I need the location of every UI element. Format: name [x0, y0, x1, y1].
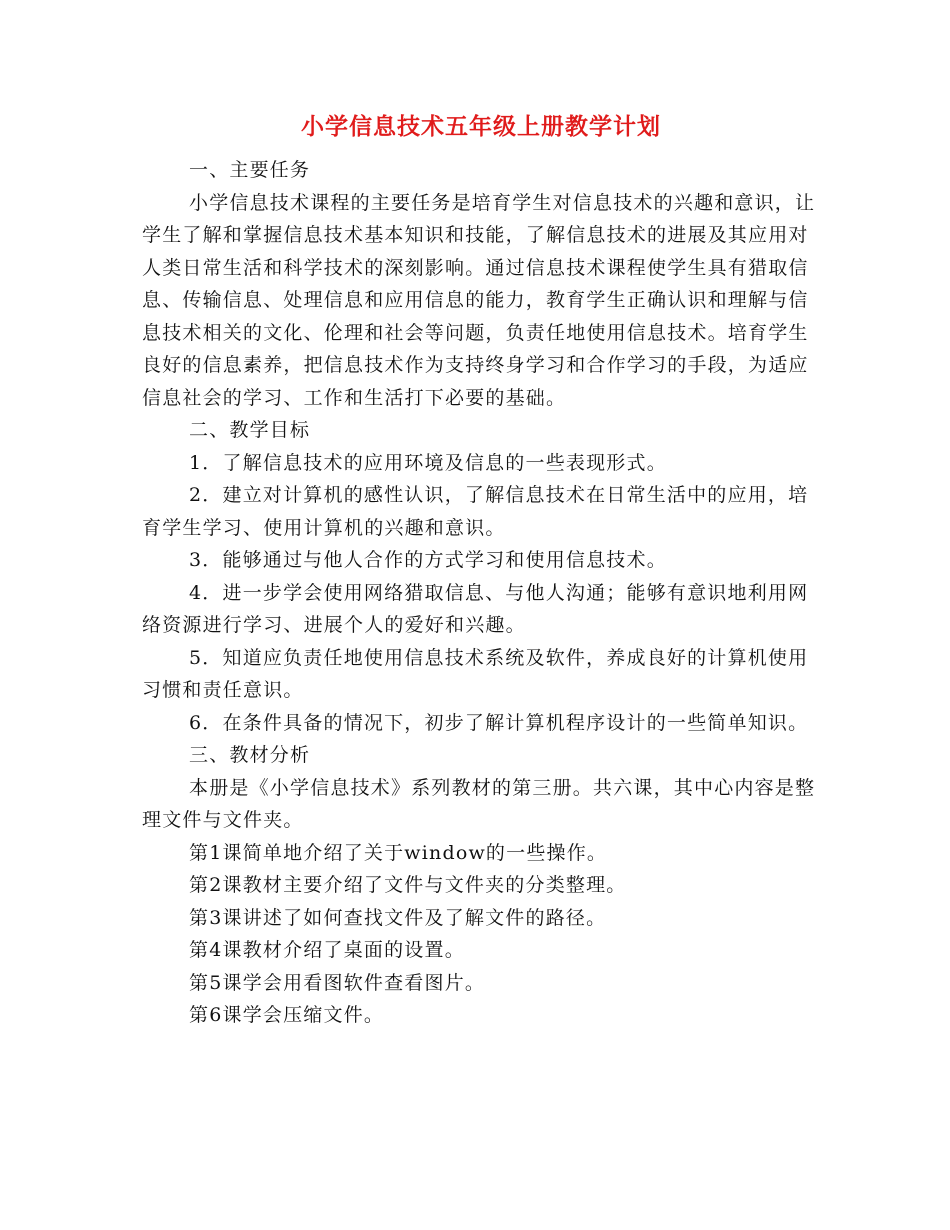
lesson-item-6: 第6课学会压缩文件。 — [189, 1004, 385, 1026]
document-title: 小学信息技术五年级上册教学计划 — [301, 113, 661, 140]
objective-item-3: 3．能够通过与他人合作的方式学习和使用信息技术。 — [189, 549, 667, 571]
textbook-overview: 本册是《小学信息技术》系列教材的第三册。共六课，其中心内容是整理文件与文件夹。 — [142, 776, 816, 831]
objective-item-5: 5．知道应负责任地使用信息技术系统及软件，养成良好的计算机使用习惯和责任意识。 — [142, 646, 809, 701]
lesson-item-3: 第3课讲述了如何查找文件及了解文件的路径。 — [189, 906, 607, 929]
objective-item-1: 1．了解信息技术的应用环境及信息的一些表现形式。 — [189, 451, 667, 474]
lesson-item-5: 第5课学会用看图软件查看图片。 — [189, 971, 486, 994]
objective-item-2: 2．建立对计算机的感性认识，了解信息技术在日常生活中的应用，培育学生学习、使用计算机的兴趣和意识。 — [142, 484, 809, 539]
objective-item-4: 4．进一步学会使用网络猎取信息、与他人沟通；能够有意识地利用网络资源进行学习、进展个人的爱好和兴趣。 — [142, 581, 809, 636]
section-heading-1: 一、主要任务 — [189, 159, 311, 181]
lesson-item-1: 第1课简单地介绍了关于window的一些操作。 — [189, 841, 608, 864]
objective-item-6: 6．在条件具备的情况下，初步了解计算机程序设计的一些简单知识。 — [189, 711, 809, 734]
section-heading-2: 二、教学目标 — [189, 419, 311, 441]
section-1-paragraph: 小学信息技术课程的主要任务是培育学生对信息技术的兴趣和意识，让学生了解和掌握信息技术基本知识和技能，了解信息技术的进展及其应用对人类日常生活和科学技术的深刻影响。通过信息技术课程使学生具有猎取信息、传输信息、处理信息和应用信息的能力，教育学生正确认识和理解与信息技术相关的文化、伦理和社会等问题，负责任地使用信息技术。培育学生良好的信息素养，把信息技术作为支持终身学习和合作学习的手段，为适应信息社会的学习、工作和生活打下必要的基础。 — [142, 191, 816, 409]
lesson-item-4: 第4课教材介绍了桌面的设置。 — [189, 939, 465, 961]
lesson-item-2: 第2课教材主要介绍了文件与文件夹的分类整理。 — [189, 874, 627, 896]
section-heading-3: 三、教材分析 — [189, 744, 311, 766]
